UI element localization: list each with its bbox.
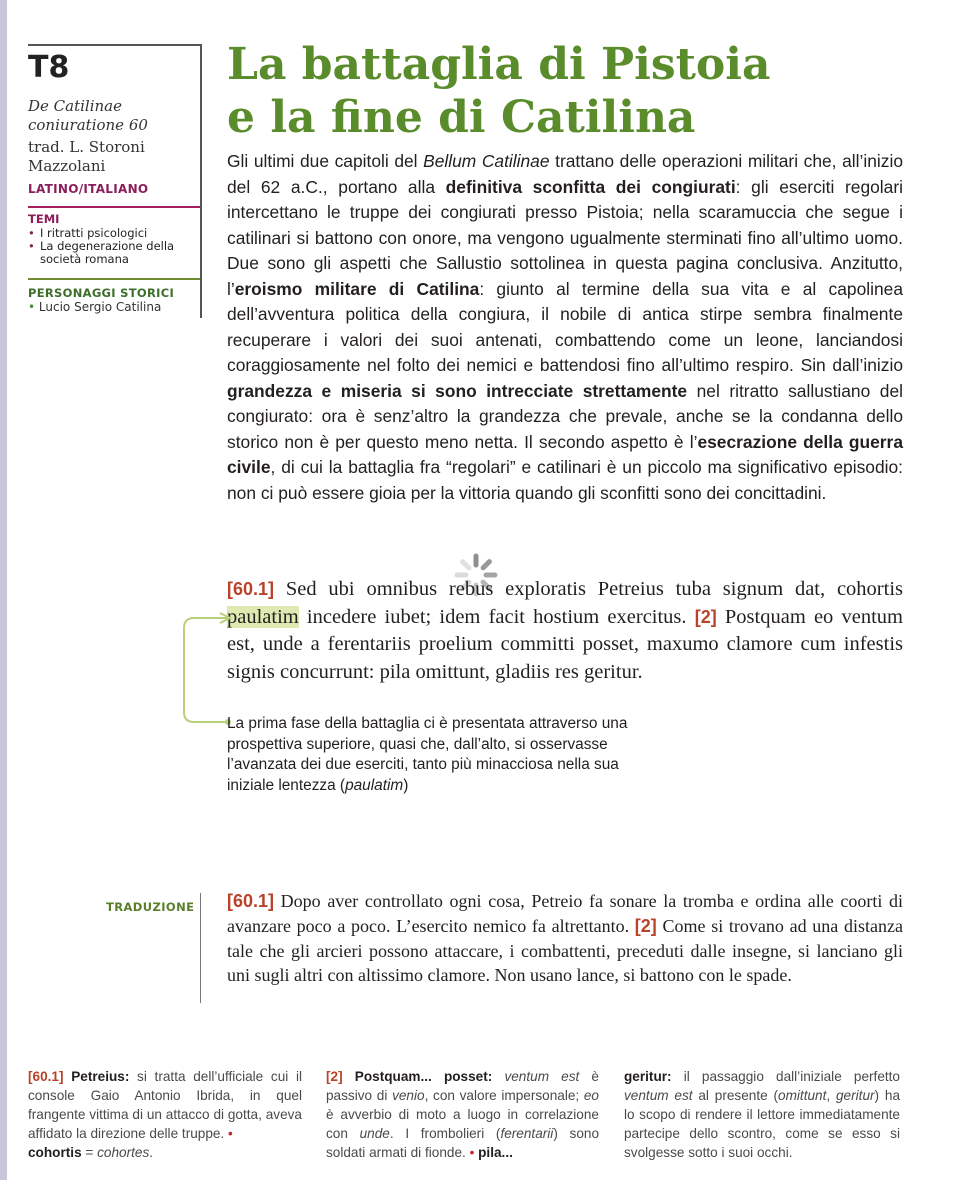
bullet-icon: • [28, 226, 35, 240]
themes-rule [28, 206, 200, 208]
section-ref: [2] [634, 915, 657, 936]
sidebar-top-rule [28, 44, 200, 46]
highlighted-word: paulatim [227, 605, 299, 628]
intro-paragraph: Gli ultimi due capitoli del Bellum Catilinae trattano delle operazioni militari che, all’inizio del 62 a.C., portano alla definitiva sconfitta dei congiurati: gli eserciti regolari intercettano le truppe dei congiurati presso Pistoia; nella scaramuccia che segue i catilinari si battono con onore, ma vengono ugualmente sterminati fino all’ultimo uomo. Due sono gli aspetti che Sallustio sottolinea in questa pagina conclusiva. Anzitutto, l’eroismo militare di Catilina: giunto al termine della sua vita e al capolinea dell’avventura politica della congiura, il nobile di antica stirpe sembra finalmente recuperare i valori dei suoi antenati, combattendo come un leone, lanciandosi coraggiosamente nel folto dei nemici e battendosi fino all’ultimo respiro. Sin dall’inizio grandezza e miseria si sono intrecciate strettamente nel ritratto sallustiano del congiurato: ora è senz’altro la grandezza che prevale, anche se la condanna dello storico non è per questo meno netta. Il secondo aspetto è l’esecrazione della guerra civile, di cui la battaglia fra “regolari” e catilinari è un piccolo ma significativo episodio: non ci può essere gioia per la vittoria quando gli sconfitti sono dei concittadini. [227, 151, 903, 503]
people-list [28, 300, 196, 314]
page-edge [0, 0, 7, 1180]
page-title: La battaglia di Pistoia e la fine di Catilina [227, 39, 771, 143]
source-work: De Catilinae coniuratione 60 [28, 97, 148, 134]
language-tag: LATINO/ITALIANO [28, 182, 149, 196]
section-ref: [60.1] [227, 891, 275, 911]
latin-text: [60.1] Sed ubi omnibus rebus exploratis Petreius tuba signum dat, cohortis paulatim incedere iubet; idem facit hostium exercitus. [2] Postquam eo ventum est, unde a ferentariis proelium committi posset, maxumo clamore cum infestis signis concurrunt: pila omittunt, gladiis res geritur. [227, 578, 903, 683]
footnote-column-1: [60.1] Petreius: si tratta dell’ufficiale cui il console Gaio Antonio Ibrida, in quel frangente vittima di un attacco di gotta, aveva affidato la direzione delle truppe. • cohortis = cohortes. [28, 1069, 303, 1160]
annotation-note: La prima fase della battaglia ci è presentata attraverso una prospettiva superiore, quasi che, dall’alto, si osservasse l’avanzata dei due eserciti, tanto più minacciosa nella sua iniziale lentezza (paulatim) [227, 715, 628, 794]
footnote-column-2: [2] Postquam... posset: ventum est è passivo di venio, con valore impersonale; eo è avverbio di moto a luogo in correlazione con unde. I frombolieri (ferentarii) sono soldati armati di fionde. • pila... [326, 1069, 600, 1160]
people-rule [28, 278, 200, 280]
section-ref: [2] [694, 606, 717, 627]
translator: trad. L. Storoni Mazzolani [28, 138, 145, 175]
sidebar-divider [200, 44, 202, 318]
themes-list [28, 227, 196, 266]
person-item: Lucio Sergio Catilina [38, 300, 162, 314]
translation-divider [200, 893, 201, 1003]
bullet-icon: • [28, 239, 35, 253]
theme-item: • La degenerazione della società romana [28, 239, 175, 266]
bullet-icon: • [28, 300, 36, 314]
theme-item: • I ritratti psicologici [28, 226, 148, 240]
footnote-column-3: geritur: il passaggio dall’iniziale perfetto ventum est al presente (omittunt, geritur) ha lo scopo di rendere il lettore immediatamente partecipe dello scontro, come se esso si svolgesse sotto i suoi occhi. [624, 1069, 900, 1160]
text-code: T8 [28, 50, 70, 85]
annotation-connector-icon [180, 610, 232, 730]
translation-text: [60.1] Dopo aver controllato ogni cosa, Petreio fa sonare la tromba e ordina alle coorti di avanzare poco a poco. L’esercito nemico fa altrettanto. [2] Come si trovano ad una distanza tale che gli arcieri possono attaccare, i combattenti, preceduti dalle insegne, si lanciano gli uni sugli altri con altissimo clamore. Non usano lance, si battono con le spade. [227, 891, 903, 986]
themes-title: TEMI [28, 212, 60, 226]
translation-label: TRADUZIONE [106, 900, 195, 914]
section-ref: [60.1] [227, 579, 275, 599]
people-title: PERSONAGGI STORICI [28, 286, 175, 300]
